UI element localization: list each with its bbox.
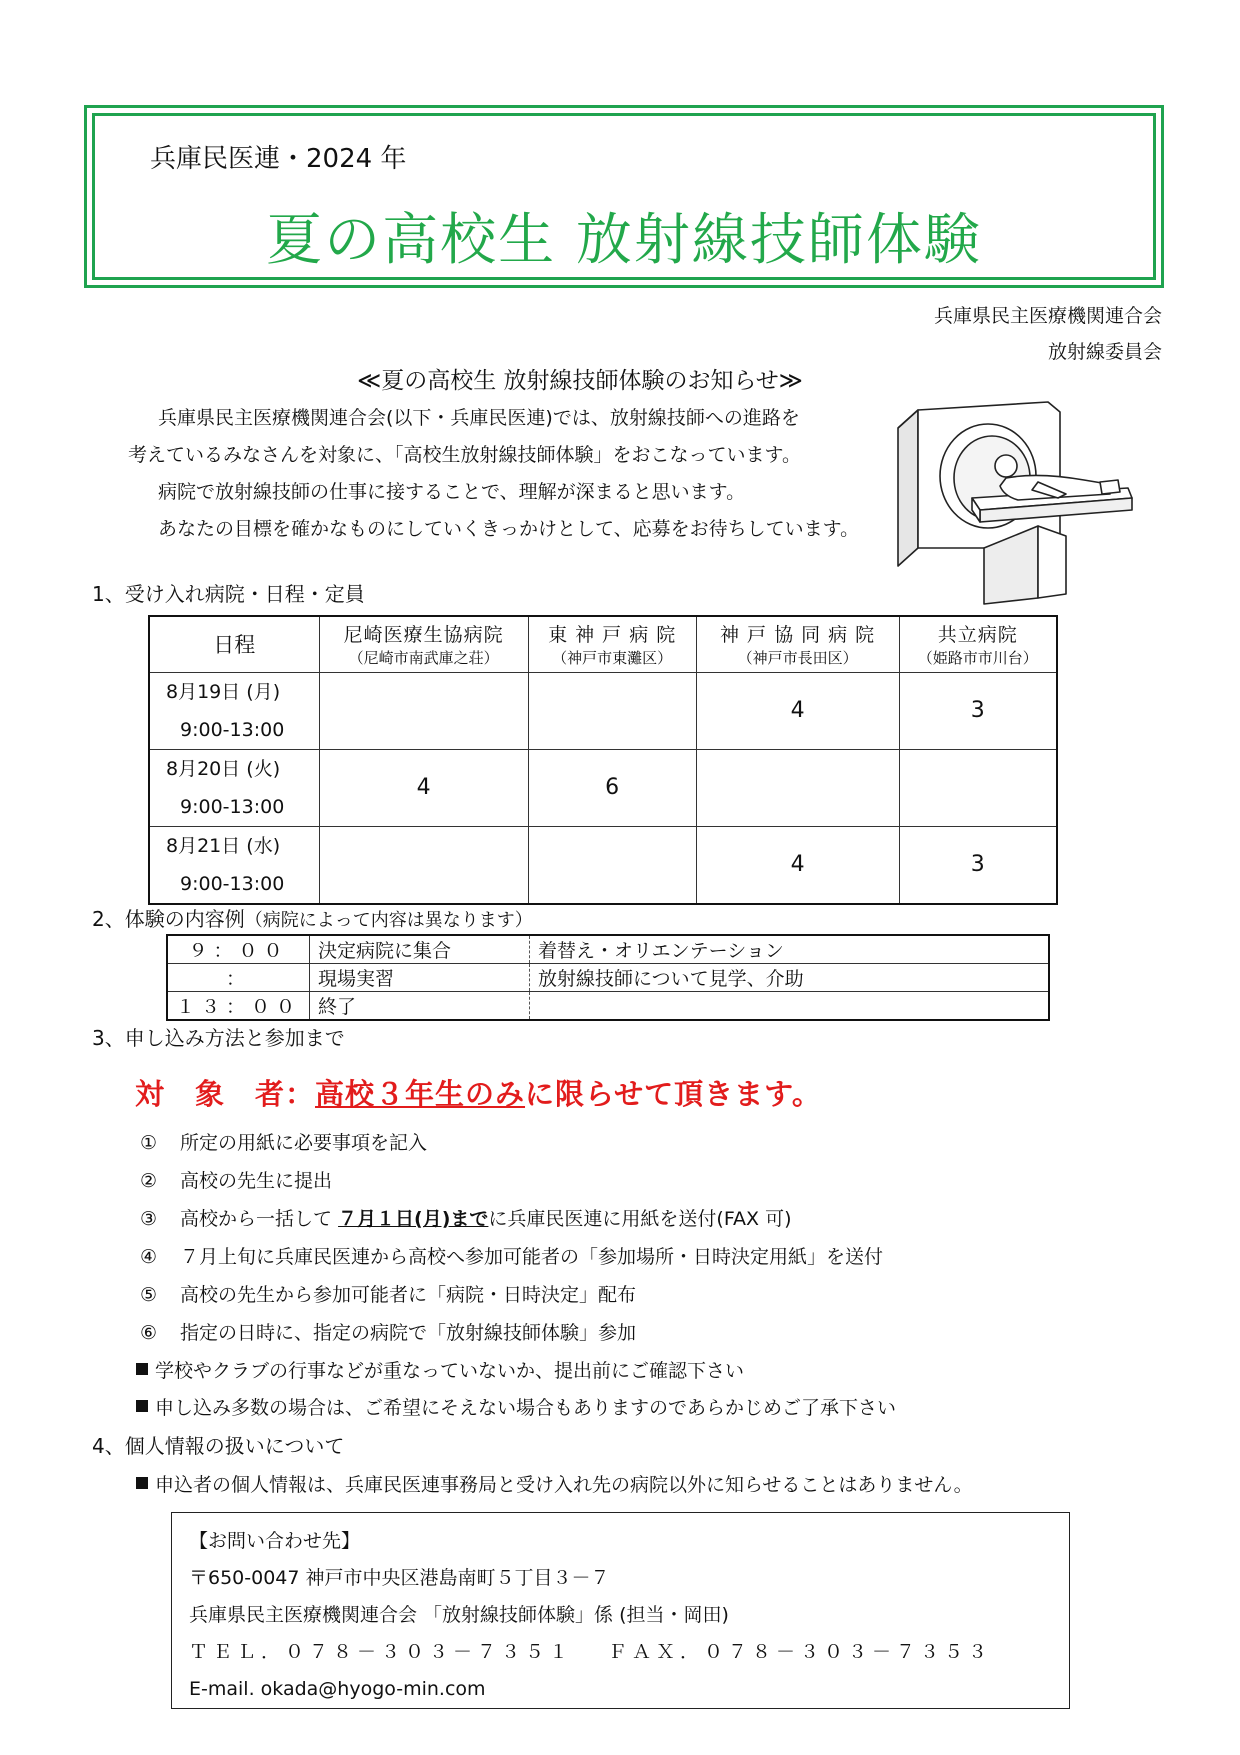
step-item (140, 1280, 883, 1318)
step-text: 所定の用紙に必要事項を記入 (180, 1132, 428, 1154)
step-item (140, 1128, 883, 1166)
date-cell (149, 826, 319, 904)
hospital-name: 尼崎医療生協病院 (343, 624, 504, 647)
date-column-header: 日程 (149, 616, 319, 672)
step-number: ④ (140, 1246, 158, 1268)
schedule-header-row (149, 616, 1057, 672)
hospital-area: （姫路市市川台） (917, 649, 1038, 668)
date-text: 8月19日 (月) (166, 680, 281, 703)
square-bullet-icon (136, 1477, 148, 1489)
square-bullet-icon (136, 1400, 148, 1412)
schedule-row (149, 672, 1057, 749)
square-bullet-icon (136, 1363, 148, 1375)
step-text: 高校の先生に提出 (180, 1170, 333, 1192)
note-text: 申し込み多数の場合は、ご希望にそえない場合もありますのであらかじめご了承下さい (155, 1397, 897, 1419)
capacity-cell: 3 (899, 826, 1057, 904)
activity-time: ９：００ (167, 935, 310, 964)
activity-row (167, 992, 1049, 1021)
committee-name: 放射線委員会 (1047, 341, 1162, 363)
activity-table (166, 934, 1050, 1021)
deadline-text: ７月１日(月)まで (338, 1208, 489, 1230)
note-item (136, 1356, 896, 1393)
date-text: 8月21日 (水) (166, 834, 281, 857)
step-text: 指定の日時に、指定の病院で「放射線技師体験」参加 (180, 1322, 637, 1344)
section-2-heading: 2、体験の内容例 (92, 907, 245, 931)
privacy-notes (136, 1470, 973, 1507)
activity-time: ： (167, 964, 310, 992)
note-item (136, 1470, 973, 1507)
activity-detail: 着替え・オリエンテーション (530, 935, 1049, 964)
capacity-cell (899, 749, 1057, 826)
activity-detail (530, 992, 1049, 1021)
contact-organization: 兵庫県民主医療機関連合会 「放射線技師体験」係 (担当・岡田) (189, 1604, 729, 1626)
hospital-header (899, 616, 1057, 672)
activity-place: 現場実習 (310, 964, 530, 992)
schedule-row (149, 749, 1057, 826)
schedule-table (148, 615, 1058, 905)
contact-label: 【お問い合わせ先】 (189, 1530, 361, 1552)
step-number: ⑤ (140, 1284, 158, 1306)
hospital-header (319, 616, 528, 672)
date-cell (149, 749, 319, 826)
page-title: 夏の高校生 放射線技師体験 (266, 208, 982, 273)
application-steps (140, 1128, 883, 1356)
step-item (140, 1204, 883, 1242)
step-text-tail: に兵庫民医連に用紙を送付(FAX 可) (488, 1208, 792, 1230)
organization-block (934, 298, 1162, 370)
schedule-row (149, 826, 1057, 904)
target-prefix: 対 象 者： (135, 1077, 316, 1111)
section-3-title: 3、申し込み方法と参加まで (92, 1026, 345, 1050)
hospital-area: （尼崎市南武庫之荘） (348, 649, 499, 668)
step-number: ③ (140, 1208, 158, 1230)
hospital-area: （神戸市長田区） (737, 649, 858, 668)
contact-box (171, 1512, 1070, 1709)
hospital-name: 共立病院 (937, 624, 1018, 647)
intro-line: 兵庫県民主医療機関連合会(以下・兵庫民医連)では、放射線技師への進路を (158, 407, 800, 429)
application-notes (136, 1356, 896, 1430)
capacity-cell (528, 826, 696, 904)
ct-scanner-icon (888, 398, 1138, 606)
contact-phone-fax: ＴＥＬ．０７８－３０３－７３５１ ＦＡＸ．０７８－３０３－７３５３ (189, 1641, 993, 1663)
activity-place: 終了 (310, 992, 530, 1021)
notice-heading: ≪夏の高校生 放射線技師体験のお知らせ≫ (357, 368, 803, 394)
step-number: ② (140, 1170, 158, 1192)
activity-time: １３：００ (167, 992, 310, 1021)
activity-row (167, 935, 1049, 964)
note-item (136, 1393, 896, 1430)
section-1-title: 1、受け入れ病院・日程・定員 (92, 582, 365, 606)
step-number: ① (140, 1132, 158, 1154)
step-number: ⑥ (140, 1322, 158, 1344)
activity-place: 決定病院に集合 (310, 935, 530, 964)
capacity-cell: 4 (319, 749, 528, 826)
intro-line: 病院で放射線技師の仕事に接することで、理解が深まると思います。 (158, 481, 746, 503)
step-item (140, 1166, 883, 1204)
hospital-name: 神 戸 協 同 病 院 (719, 624, 876, 647)
time-text: 9:00-13:00 (180, 718, 285, 741)
hospital-name: 東 神 戸 病 院 (548, 624, 677, 647)
capacity-cell (319, 826, 528, 904)
capacity-cell: 4 (696, 826, 899, 904)
capacity-cell (319, 672, 528, 749)
section-2-note: （病院によって内容は異なります） (244, 910, 533, 931)
capacity-cell: 6 (528, 749, 696, 826)
step-item (140, 1242, 883, 1280)
target-suffix: に限らせて頂きます。 (525, 1077, 822, 1111)
step-text: ７月上旬に兵庫民医連から高校へ参加可能者の「参加場所・日時決定用紙」を送付 (180, 1246, 884, 1268)
date-cell (149, 672, 319, 749)
header-box (84, 105, 1164, 288)
capacity-cell (528, 672, 696, 749)
section-2-title (92, 903, 533, 932)
hospital-area: （神戸市東灘区） (552, 649, 673, 668)
hospital-header (528, 616, 696, 672)
capacity-cell: 4 (696, 672, 899, 749)
target-audience-notice (135, 1072, 822, 1113)
activity-detail: 放射線技師について見学、介助 (530, 964, 1049, 992)
section-4-title: 4、個人情報の扱いについて (92, 1434, 345, 1458)
note-text: 申込者の個人情報は、兵庫民医連事務局と受け入れ先の病院以外に知らせることはありません。 (155, 1474, 973, 1496)
step-text: 高校から一括して (180, 1208, 339, 1230)
header-inner-frame (92, 113, 1156, 280)
target-emphasis: 高校３年生のみ (315, 1077, 526, 1111)
intro-line: 考えているみなさんを対象に、「高校生放射線技師体験」をおこなっています。 (128, 444, 801, 466)
contact-address: 〒650-0047 神戸市中央区港島南町５丁目３－７ (189, 1567, 610, 1589)
contact-email[interactable]: E-mail. okada@hyogo-min.com (189, 1678, 486, 1700)
header-subtitle: 兵庫民医連・2024 年 (150, 144, 407, 174)
organization-name: 兵庫県民主医療機関連合会 (933, 305, 1162, 327)
intro-line: あなたの目標を確かなものにしていくきっかけとして、応募をお待ちしています。 (158, 518, 860, 540)
activity-row (167, 964, 1049, 992)
intro-text (130, 400, 900, 548)
date-text: 8月20日 (火) (166, 757, 281, 780)
capacity-cell: 3 (899, 672, 1057, 749)
note-text: 学校やクラブの行事などが重なっていないか、提出前にご確認下さい (155, 1360, 745, 1382)
step-item (140, 1318, 883, 1356)
time-text: 9:00-13:00 (180, 795, 285, 818)
capacity-cell (696, 749, 899, 826)
step-text: 高校の先生から参加可能者に「病院・日時決定」配布 (180, 1284, 637, 1306)
time-text: 9:00-13:00 (180, 872, 285, 895)
hospital-header (696, 616, 899, 672)
